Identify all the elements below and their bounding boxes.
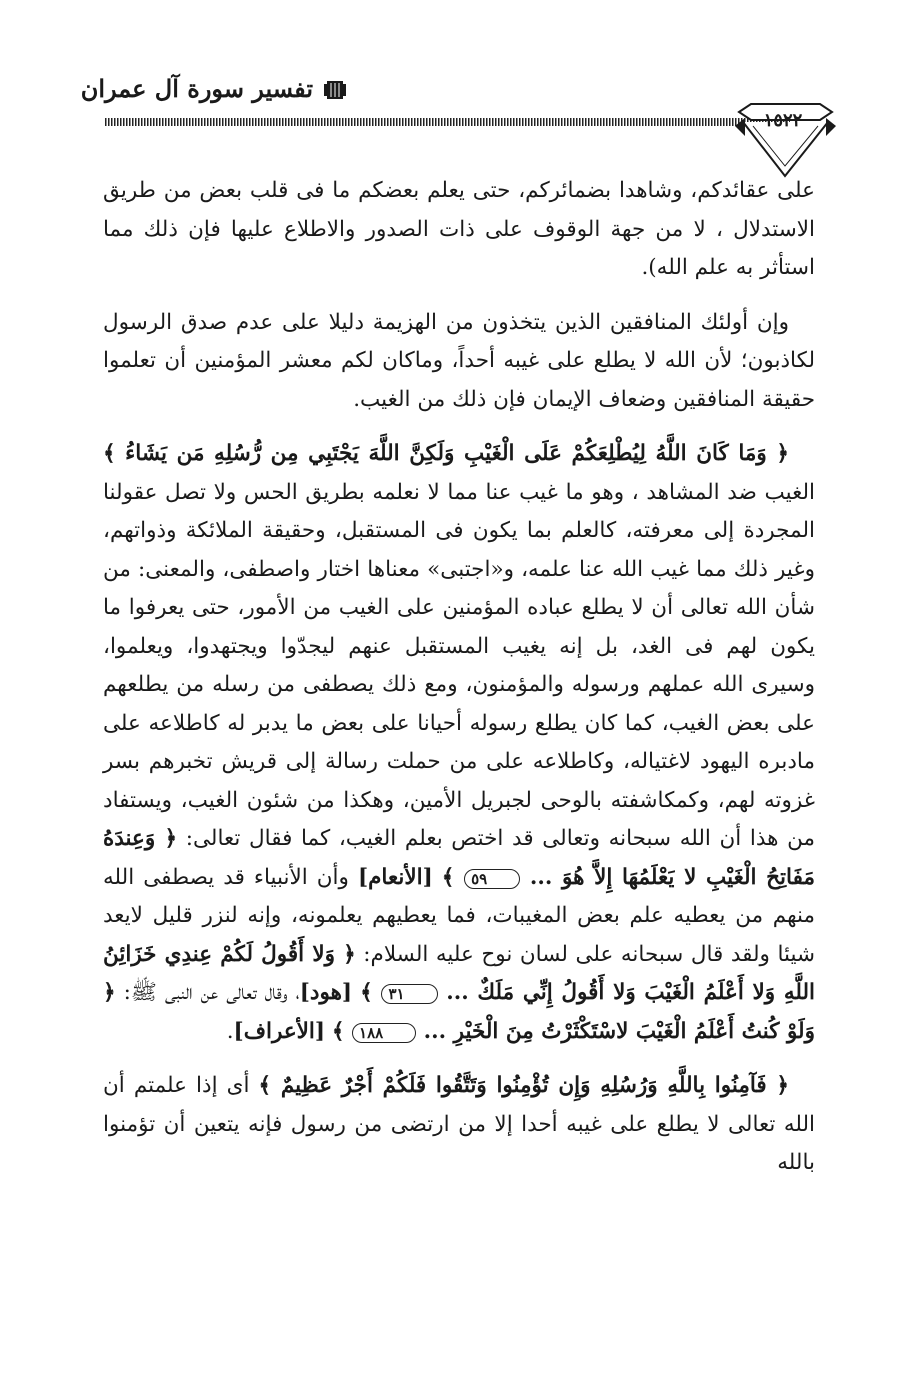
paragraph xyxy=(103,1067,815,1183)
paragraph xyxy=(103,304,815,420)
running-title: تفسير سورة آل عمران xyxy=(80,74,313,103)
quran-verse: ﴾ xyxy=(441,864,465,890)
header-rule xyxy=(105,118,790,126)
page-number: ١٥٢٢ xyxy=(763,110,803,131)
commentary-text: . xyxy=(226,1018,234,1044)
page-header xyxy=(0,60,923,190)
commentary-text: الغيب ضد المشاهد ، وهو ما غيب عنا مما لا نعلمه بطريق الحس ولا تصل عقولنا المجردة إلى معرفته، كالعلم بما يكون فى المستقبل، وحقيقة الملائكة وذواتهم، وغير ذلك مما غيب الله عنا علمه، و«اجتبى» معناها اختار واصطفى، والمعنى: من شأن الله تعالى أن لا يطلع عباده المؤمنين على الغيب من الأمور، حتى يعرفوا ما يكون لهم فى الغد، بل إنه يغيب المستقبل عنهم ليجدّوا ويجتهدوا، ويعلموا، وسيرى الله عملهم ورسوله والمؤمنون، ومع ذلك يصطفى من رسله من يطلعهم على بعض الغيب، كما كان يطلع رسوله أحيانا على بعض ما يدبر له كاطلاعه على مادبره اليهود لاغتياله، وكاطلاعه على من حملت رسالة إلى قريش تخبرهم بسر غزوته لهم، وكمكاشفته بالوحى لجبريل الأمين، وهكذا من شئون الغيب، ويستفاد من هذا أن الله سبحانه وتعالى قد اختص بعلم الغيب، كما فقال تعالى: xyxy=(103,479,815,851)
surah-name: [الأعراف] xyxy=(233,1018,326,1044)
quran-verse: ﴾ xyxy=(331,1018,353,1044)
verse-number-badge: ٣١ xyxy=(381,984,437,1004)
commentary-text: ، وقال تعالى عن النبى ﷺ: xyxy=(115,980,300,1005)
paragraph xyxy=(103,172,815,288)
commentary-text xyxy=(433,865,442,890)
surah-name: [هود] xyxy=(299,980,353,1005)
commentary-text xyxy=(352,980,360,1005)
book-ornament-icon xyxy=(322,78,348,102)
paragraph xyxy=(103,435,815,1051)
quran-verse: ﴿ وَعِندَهُ مَفَاتِحُ الْغَيْبِ لا يَعْلَمُهَا إِلاَّ هُوَ ... xyxy=(103,826,815,890)
quran-verse: ﴿ وَمَا كَانَ اللَّهُ لِيُطْلِعَكُمْ عَلَى الْغَيْبِ وَلَكِنَّ اللَّهَ يَجْتَبِي مِن رُّسُلِهِ مَن يَشَاءُ ﴾ xyxy=(103,441,789,466)
quran-verse: ﴿ وَلَوْ كُنتُ أَعْلَمُ الْغَيْبَ لاسْتَكْثَرْتُ مِنَ الْخَيْرِ ... xyxy=(103,980,815,1044)
surah-name: [الأنعام] xyxy=(357,864,433,890)
verse-number-badge: ٥٩ xyxy=(464,869,520,889)
commentary-text: على عقائدكم، وشاهدا بضمائركم، حتى يعلم بعضكم ما فى قلب بعض من طريق الاستدلال ، لا من جهة الوقوف على ذات الصدور والاطلاع عليها فإن ذلك مما استأثر به علم الله). xyxy=(103,178,815,280)
verse-number-badge: ١٨٨ xyxy=(352,1023,416,1043)
commentary-text xyxy=(325,1019,332,1044)
commentary-text: وإن أولئك المنافقين الذين يتخذون من الهزيمة دليلا على عدم صدق الرسول لكاذبون؛ لأن الله لا يطلع على غيبه أحداً، وماكان لكم معشر المؤمنين أن تعلموا حقيقة المنافقين وضعاف الإيمان فإن ذلك من الغيب. xyxy=(103,309,815,412)
quran-verse: ﴿ وَلا أَقُولُ لَكُمْ عِندِي خَزَائِنُ اللَّهِ وَلا أَعْلَمُ الْغَيْبَ وَلا أَقُولُ إِنِّي مَلَكٌ ... xyxy=(103,941,815,1005)
quran-verse: ﴾ xyxy=(360,980,382,1005)
body-text xyxy=(103,172,815,1199)
commentary-text: وأن الأنبياء قد يصطفى الله منهم من يعطيه علم بعض المغيبات، فما يعطيهم يعلمونه، وإنه لنزر قليل لايعد شيئا ولقد قال سبحانه على لسان نوح عليه السلام: xyxy=(103,864,815,967)
quran-verse: ﴿ فَآمِنُوا بِاللَّهِ وَرُسُلِهِ وَإِن تُؤْمِنُوا وَتَتَّقُوا فَلَكُمْ أَجْرٌ عَظِيمٌ ﴾ xyxy=(258,1073,789,1098)
commentary-text: أى إذا علمتم أن الله تعالى لا يطلع على غيبه أحدا إلا من ارتضى من رسول فإنه يتعين أن تؤمنوا بالله xyxy=(103,1073,815,1175)
